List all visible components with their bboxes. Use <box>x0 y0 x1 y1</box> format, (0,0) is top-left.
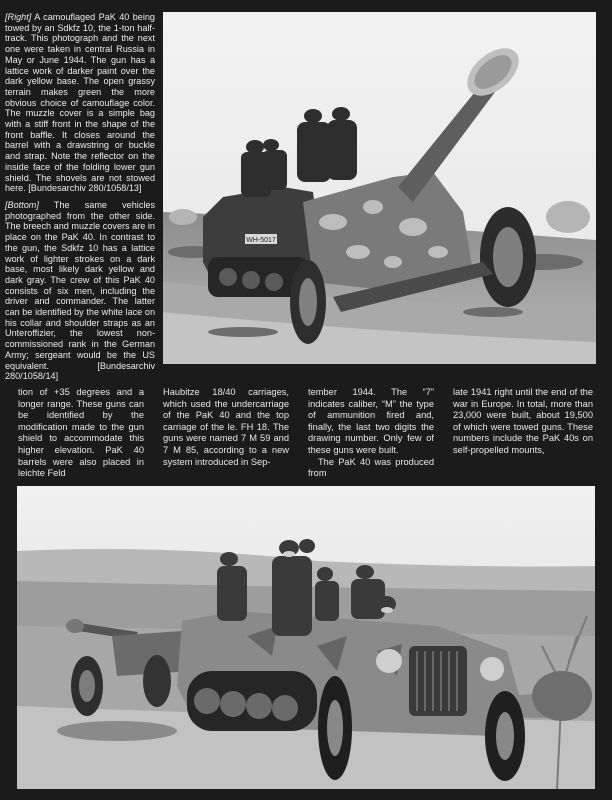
body-column-2: Haubitze 18/40 carriages, which used the undercarriage of the PaK 40 and the top carriage of the le. FH 18. The guns were named 7 M 59 and 7 M 85, according to a new system introduced in Sep- <box>163 387 289 467</box>
top-photo <box>163 12 596 364</box>
bottom-photo <box>17 486 595 789</box>
body-column-4: late 1941 right until the end of the war in Europe. In total, more than 23,000 were built, about 19,500 of which were towed guns. These numbers include the PaK 40s on self-propelled mounts, <box>453 387 593 455</box>
top-photo-image <box>163 12 596 364</box>
caption-bottom: [Bottom] The same vehicles photographed from the other side. The breech and muzzle covers are in place on the PaK 40. In contrast to the gun, the Sdkfz 10 has a lattice work of lighter strokes on a dark base, most likely dark yellow and dark gray. The crew of this PaK 40 consists of six men, including the driver and commander. The latter can be identified by the white lace on his collar and shoulder straps as an Unteroffizier, the lowest non-commissioned rank in the German Army; sergeant would be the US equivalent. [Bundesarchiv 280/1058/14] <box>5 200 155 382</box>
bottom-photo-image <box>17 486 595 789</box>
caption-right: [Right] A camouflaged PaK 40 being towed by an Sdkfz 10, the 1-ton half-track. This photograph and the next one were taken in central Russia in May or June 1944. The gun has a lattice work of darker paint over the dark yellow base. The open grassy terrain makes green the more obvious choice of camouflage color. The muzzle cover is a simple bag with a stiff front in the shape of the front baffle. It closes around the barrel with a drawstring or buckle and strap. Note the reflector on the inside face of the folding lower gun shield. The shovels are not stowed here. [Bundesarchiv 280/1058/13] <box>5 12 155 194</box>
body-column-1: tion of +35 degrees and a longer range. These guns can be identified by the modification made to the gun shield to accommodate this higher elevation. PaK 40 barrels were also placed in leichte Feld <box>18 387 144 479</box>
license-plate: WH-5017 <box>246 237 276 244</box>
body-column-3: tember 1944. The “7” indicates caliber, “M” the type of ammunition fired and, finally, the last two digits the drawing number. Only few of these guns were built. The PaK 40 was produced from <box>308 387 434 479</box>
